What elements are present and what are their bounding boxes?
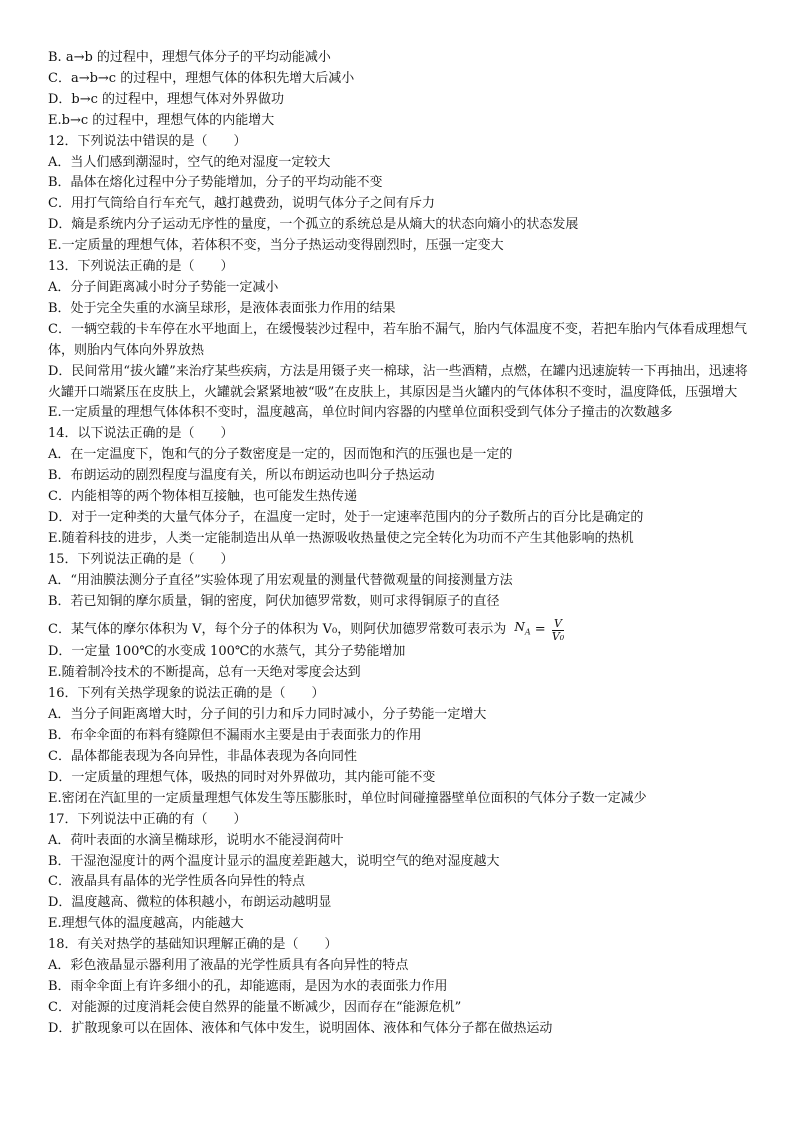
option-c: C．液晶具有晶体的光学性质各向异性的特点 bbox=[48, 874, 305, 890]
option-a: A．“用油膜法测分子直径”实验体现了用宏观量的测量代替微观量的间接测量方法 bbox=[48, 572, 513, 588]
question-stem: 13．下列说法正确的是（ ） bbox=[48, 259, 234, 275]
option-e: E.一定质量的理想气体，若体积不变，当分子热运动变得剧烈时，压强一定变大 bbox=[48, 238, 504, 254]
question-11-tail bbox=[48, 48, 758, 132]
option-a: A．当分子间距离增大时，分子间的引力和斥力同时减小，分子势能一定增大 bbox=[48, 707, 487, 723]
option-b: B．干湿泡湿度计的两个温度计显示的温度差距越大，说明空气的绝对湿度越大 bbox=[48, 853, 500, 869]
question-stem: 15．下列说法正确的是（ ） bbox=[48, 551, 234, 567]
question-14 bbox=[48, 424, 758, 549]
option-d: D．扩散现象可以在固体、液体和气体中发生，说明固体、液体和气体分子都在做热运动 bbox=[48, 1020, 553, 1036]
question-stem: 12．下列说法中错误的是（ ） bbox=[48, 133, 247, 149]
option-e: E.一定质量的理想气体体积不变时，温度越高，单位时间内容器的内壁单位面积受到气体分子撞击的次数越多 bbox=[48, 405, 673, 421]
option-b: B．若已知铜的摩尔质量，铜的密度，阿伏加德罗常数，则可求得铜原子的直径 bbox=[48, 593, 500, 609]
option-b: B．晶体在熔化过程中分子势能增加，分子的平均动能不变 bbox=[48, 175, 383, 191]
fraction-denominator: V₀ bbox=[551, 629, 565, 643]
question-stem: 17．下列说法中正确的有（ ） bbox=[48, 811, 247, 827]
option-d: D．民间常用“拔火罐”来治疗某些疾病，方法是用镊子夹一棉球，沾一些酒精，点燃，在罐内迅速旋转一下再抽出，迅速将火罐开口端紧压在皮肤上，火罐就会紧紧地被“吸”在皮肤上，其原因是当火罐内的气体体积不变时，温度降低，压强增大 bbox=[48, 363, 748, 400]
option-a: A．在一定温度下，饱和气的分子数密度是一定的，因而饱和汽的压强也是一定的 bbox=[48, 447, 513, 463]
option-a: A．彩色液晶显示器利用了液晶的光学性质具有各向异性的特点 bbox=[48, 958, 409, 974]
question-stem: 16．下列有关热学现象的说法正确的是（ ） bbox=[48, 686, 325, 702]
option-e: E.随着科技的进步，人类一定能制造出从单一热源吸收热量使之完全转化为功而不产生其他影响的热机 bbox=[48, 530, 634, 546]
option-b: B．布朗运动的剧烈程度与温度有关，所以布朗运动也叫分子热运动 bbox=[48, 468, 435, 484]
option-e: E.随着制冷技术的不断提高，总有一天绝对零度会达到 bbox=[48, 665, 361, 681]
exam-page bbox=[48, 48, 758, 1040]
option-a: A．分子间距离减小时分子势能一定减小 bbox=[48, 279, 279, 295]
question-15 bbox=[48, 550, 758, 685]
option-d: D．b→c 的过程中，理想气体对外界做功 bbox=[48, 91, 285, 107]
option-d: D．一定量 100℃的水变成 100℃的水蒸气，其分子势能增加 bbox=[48, 644, 406, 660]
option-b: B．处于完全失重的水滴呈球形，是液体表面张力作用的结果 bbox=[48, 300, 396, 316]
option-e: E.b→c 的过程中，理想气体的内能增大 bbox=[48, 112, 275, 128]
question-stem: 14．以下说法正确的是（ ） bbox=[48, 426, 234, 442]
option-b: B. a→b 的过程中，理想气体分子的平均动能减小 bbox=[48, 50, 331, 65]
option-c: C．晶体都能表现为各向异性，非晶体表现为各向同性 bbox=[48, 749, 357, 764]
fraction-numerator: V bbox=[554, 616, 562, 630]
option-c: C．一辆空载的卡车停在水平地面上，在缓慢装沙过程中，若车胎不漏气，胎内气体温度不变，若把车胎内气体看成理想气体，则胎内气体向外界放热 bbox=[48, 321, 747, 358]
option-e: E.密闭在汽缸里的一定质量理想气体发生等压膨胀时，单位时间碰撞器壁单位面积的气体分子数一定减少 bbox=[48, 790, 647, 806]
question-12 bbox=[48, 132, 758, 257]
question-13 bbox=[48, 257, 758, 424]
option-a: A．荷叶表面的水滴呈椭球形，说明水不能浸润荷叶 bbox=[48, 832, 344, 848]
option-a: A．当人们感到潮湿时，空气的绝对湿度一定较大 bbox=[48, 154, 331, 170]
option-c-text: C．某气体的摩尔体积为 V，每个分子的体积为 V₀，则阿伏加德罗常数可表示为 bbox=[48, 622, 507, 638]
option-d: D．熵是系统内分子运动无序性的量度，一个孤立的系统总是从熵大的状态向熵小的状态发展 bbox=[48, 217, 579, 233]
option-b: B．雨伞伞面上有许多细小的孔，却能遮雨，是因为水的表面张力作用 bbox=[48, 978, 448, 994]
avogadro-formula bbox=[514, 612, 566, 647]
option-b: B．布伞伞面的布料有缝隙但不漏雨水主要是由于表面张力的作用 bbox=[48, 728, 422, 744]
option-e: E.理想气体的温度越高，内能越大 bbox=[48, 916, 244, 932]
option-d: D．温度越高、微粒的体积越小，布朗运动越明显 bbox=[48, 895, 332, 911]
option-c: C．内能相等的两个物体相互接触，也可能发生热传递 bbox=[48, 489, 357, 505]
option-c: C．对能源的过度消耗会使自然界的能量不断减少，因而存在“能源危机” bbox=[48, 999, 462, 1015]
option-d: D．一定质量的理想气体，吸热的同时对外界做功，其内能可能不变 bbox=[48, 769, 436, 785]
option-c bbox=[48, 612, 758, 642]
formula-na: $N_A$ bbox=[514, 620, 531, 637]
option-d: D．对于一定种类的大量气体分子，在温度一定时，处于一定速率范围内的分子数所占的百分比是确定的 bbox=[48, 509, 644, 525]
option-c: C．a→b→c 的过程中，理想气体的体积先增大后减小 bbox=[48, 70, 355, 86]
option-c: C．用打气筒给自行车充气，越打越费劲，说明气体分子之间有斥力 bbox=[48, 196, 435, 212]
question-18 bbox=[48, 935, 758, 1040]
question-stem: 18．有关对热学的基础知识理解正确的是（ ） bbox=[48, 937, 338, 953]
question-16 bbox=[48, 684, 758, 809]
question-17 bbox=[48, 810, 758, 935]
formula-equals: = bbox=[534, 622, 546, 638]
formula-fraction bbox=[550, 618, 566, 643]
